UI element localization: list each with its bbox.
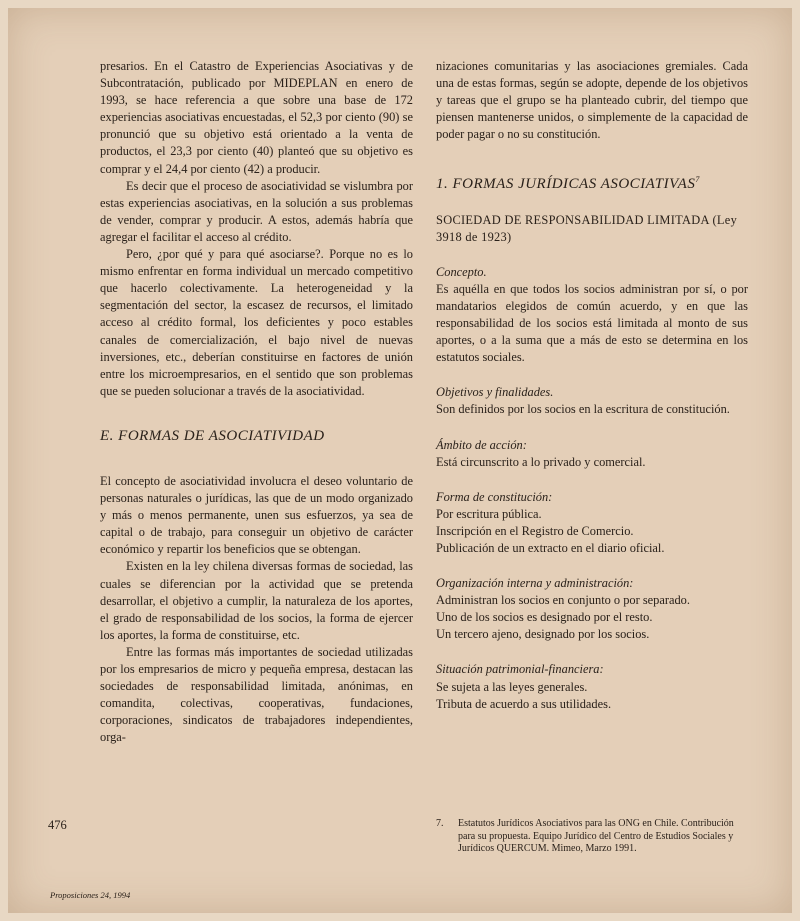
right-column [436,58,748,713]
section-heading [436,171,748,193]
concepto-text: Es aquélla en que todos los socios administran por sí, o por mandatarios elegidos de común acuerdo, y en que las responsabilidad de los socios está limitada al monto de sus aportes, o a la suma que a más de esto se determina en los estatutos sociales. [436,281,748,365]
paragraph: Existen en la ley chilena diversas formas de sociedad, las cuales se diferencian por la actividad que se pretenda desarrollar, el objetivo a cumplir, la naturaleza de los aportes, el grado de responsabilidad de los socios, la forma de ejercer los aportes, la forma de constituirse, etc. [100,559,413,642]
subheading: SOCIEDAD DE RESPONSABILIDAD LIMITADA (Ley 3918 de 1923) [436,212,738,244]
list-item: Por escritura pública. [436,506,542,521]
paragraph: Entre las formas más importantes de sociedad utilizadas por los empresarios de micro y pequeña empresa, destacan las sociedades de responsabilidad limitada, anónimas, en comandita, colectivas, cooperativas, fundaciones, corporaciones, sindicatos de trabajadores independientes, orga- [100,644,413,745]
label-organizacion: Organización interna y administración: [436,576,634,591]
footnote [436,818,748,856]
page-number: 476 [48,818,67,832]
journal-footer: Proposiciones 24, 1994 [50,890,131,900]
ambito-text: Está circunscrito a lo privado y comercial. [436,454,646,469]
left-column [100,58,413,746]
document-page [8,8,792,913]
list-item: Un tercero ajeno, designado por los socios. [436,627,650,642]
paragraph: Pero, ¿por qué y para qué asociarse?. Porque no es lo mismo enfrentar en forma individual un mercado competitivo que hacerlo colectivamente. La heterogeneidad y la segmentación del sector, la escasez de recursos, el limitado acceso al crédito formal, los deficientes y poco estables canales de comercialización, el bajo nivel de nuevas inversiones, etc., deberían constituirse en factores de unión entre los microempresarios, en el sentido que son problemas que se pueden solucionar a través de la asociatividad. [100,247,413,398]
paragraph: nizaciones comunitarias y las asociaciones gremiales. Cada una de estas formas, según se adopte, depende de los objetivos y tareas que el grupo se ha planteado cubrir, del tiempo que piensen mantenerse unidos, o simplemente de la capacidad de poder pagar o no su constitución. [436,59,748,142]
footnote-ref: 7 [695,175,700,185]
list-item: Inscripción en el Registro de Comercio. [436,523,634,538]
label-ambito: Ámbito de acción: [436,437,527,452]
section-heading: E. FORMAS DE ASOCIATIVIDAD [100,427,325,444]
list-item: Se sujeta a las leyes generales. [436,679,588,694]
list-item: Publicación de un extracto en el diario oficial. [436,540,665,555]
paragraph: El concepto de asociatividad involucra el deseo voluntario de personas naturales o jurídicas, las que de un modo organizado y más o menos permanente, unen sus esfuerzos, ya sea de capital o de trabajo, para conseguir un objetivo de carácter económico y repartir los beneficios que se obtengan. [100,473,413,557]
label-objetivos: Objetivos y finalidades. [436,385,554,400]
label-forma: Forma de constitución: [436,489,553,504]
label-concepto: Concepto. [436,264,487,279]
footnote-number: 7. [436,818,444,829]
paragraph: presarios. En el Catastro de Experiencias Asociativas y de Subcontratación, publicado por MIDEPLAN en enero de 1993, se hace referencia a que sobre una base de 172 experiencias asociativas encuestadas, el 52,3 por ciento (90) se pronunció que su objetivo está orientado a la venta de productos, el 23,3 por ciento (40) planteó que su objetivo es comprar y el 24,4 por ciento (42) a producir. [100,59,413,176]
paragraph: Es decir que el proceso de asociatividad se vislumbra por estas experiencias asociativas, en la solución a sus problemas de vender, comprar y producir. A estos, además habría que agregar el facilitar el acceso al crédito. [100,178,413,244]
label-situacion: Situación patrimonial-financiera: [436,662,604,677]
footnote-text: Estatutos Jurídicos Asociativos para las ONG en Chile. Contribución para su propuesta. Equipo Jurídico del Centro de Estudios Sociales y Jurídicos QUERCUM. Mimeo, Marzo 1991. [458,818,734,855]
list-item: Administran los socios en conjunto o por separado. [436,593,690,608]
objetivos-text: Son definidos por los socios en la escritura de constitución. [436,402,730,417]
list-item: Tributa de acuerdo a sus utilidades. [436,696,612,711]
section-heading-text: 1. FORMAS JURÍDICAS ASOCIATIVAS [436,176,696,193]
list-item: Uno de los socios es designado por el resto. [436,610,653,625]
